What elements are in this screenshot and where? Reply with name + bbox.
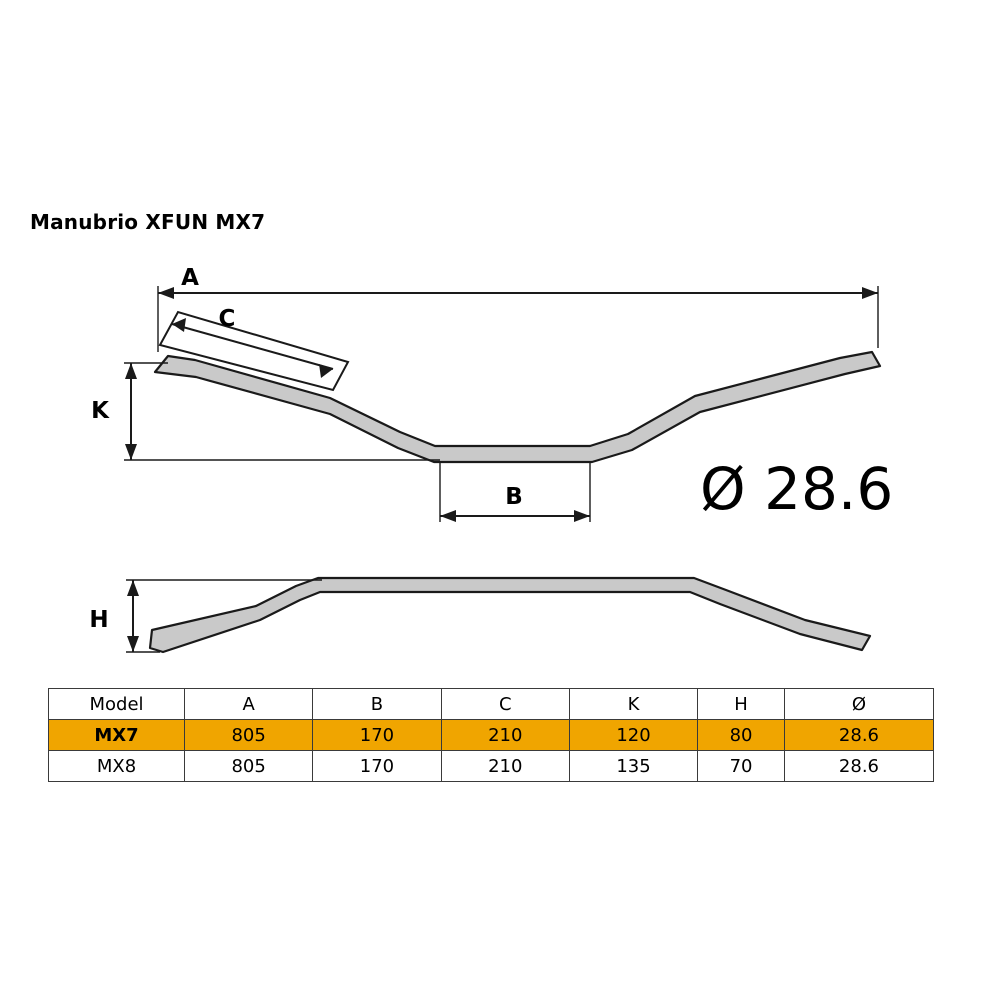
table-cell: 170 [313, 720, 441, 751]
table-header-cell: A [185, 689, 313, 720]
table-header-row [49, 689, 934, 720]
table-header-cell: Model [49, 689, 185, 720]
table-cell-model: MX7 [49, 720, 185, 751]
table-cell: 805 [185, 751, 313, 782]
table-header-cell: K [569, 689, 697, 720]
table-cell: 210 [441, 720, 569, 751]
table-header-cell: C [441, 689, 569, 720]
dimension-b-line [440, 463, 590, 522]
diameter-callout: Ø 28.6 [700, 455, 894, 523]
page-title: Manubrio XFUN MX7 [30, 210, 266, 234]
table-cell-model: MX8 [49, 751, 185, 782]
table-row [49, 720, 934, 751]
table-cell: 70 [698, 751, 785, 782]
dimension-label-k: K [91, 398, 109, 424]
handlebar-front-view-shape [155, 352, 880, 462]
table-cell: 170 [313, 751, 441, 782]
table-cell: 28.6 [784, 720, 933, 751]
specification-table [48, 688, 934, 782]
table-cell: 28.6 [784, 751, 933, 782]
table-cell: 805 [185, 720, 313, 751]
dimension-label-h: H [89, 607, 109, 633]
table-row [49, 751, 934, 782]
dimension-k-line [91, 363, 440, 460]
table-cell: 135 [569, 751, 697, 782]
table-cell: 80 [698, 720, 785, 751]
dimension-a-line [158, 265, 878, 352]
dimension-label-a: A [181, 265, 199, 291]
table-cell: 210 [441, 751, 569, 782]
table-cell: 120 [569, 720, 697, 751]
table-header-cell: Ø [784, 689, 933, 720]
table-header-cell: B [313, 689, 441, 720]
handlebar-side-view-shape [150, 578, 870, 652]
table-header-cell: H [698, 689, 785, 720]
dimension-label-c: C [218, 306, 236, 332]
dimension-label-b: B [505, 484, 523, 510]
